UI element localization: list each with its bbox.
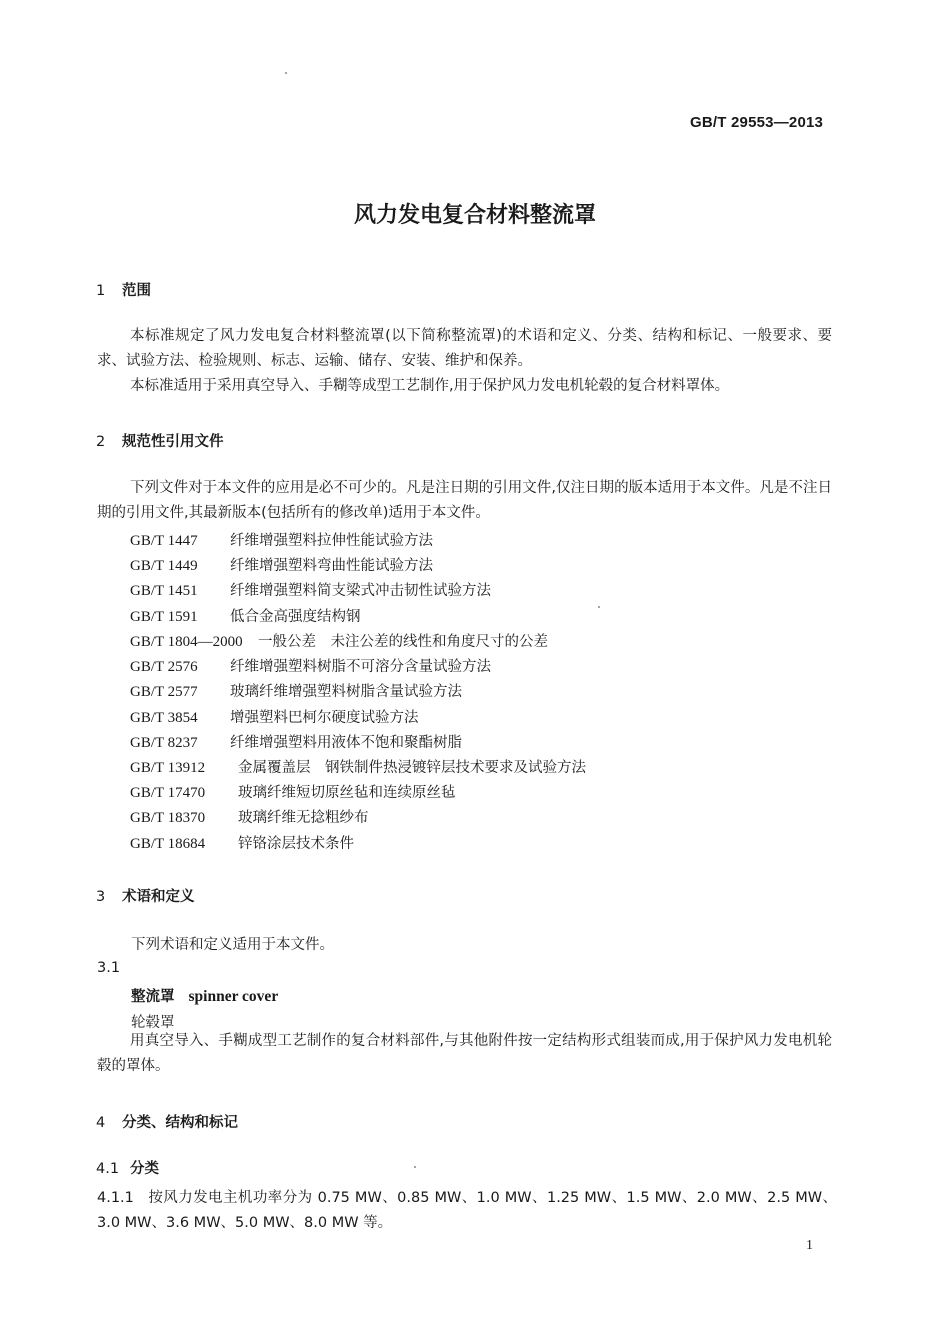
clause-4-1-1 (97, 1186, 837, 1236)
reference-code: GB/T 18684 (130, 836, 206, 852)
reference-item (130, 706, 419, 727)
reference-title: 纤维增强塑料用液体不饱和聚酯树脂 (230, 735, 462, 751)
section-title: 分类、结构和标记 (122, 1115, 238, 1131)
paragraph: 本标准适用于采用真空导入、手糊等成型工艺制作,用于保护风力发电机轮毂的复合材料罩体。 (130, 378, 730, 394)
scan-speck (285, 72, 287, 74)
section-number: 1 (96, 283, 106, 299)
term-name-en: spinner cover (188, 988, 279, 1005)
reference-title: 纤维增强塑料树脂不可溶分含量试验方法 (230, 659, 491, 675)
reference-code: GB/T 2577 (130, 684, 198, 700)
term-heading (131, 985, 278, 1006)
reference-code: GB/T 2576 (130, 659, 198, 675)
reference-title: 低合金高强度结构钢 (230, 609, 361, 625)
subsection-4-1-heading (96, 1157, 159, 1178)
reference-code: GB/T 1451 (130, 583, 198, 599)
reference-code: GB/T 13912 (130, 760, 206, 776)
reference-title: 锌铬涂层技术条件 (238, 836, 354, 852)
section-title: 规范性引用文件 (122, 434, 224, 450)
reference-code: GB/T 1447 (130, 533, 198, 549)
scan-speck (414, 1166, 416, 1168)
reference-title: 金属覆盖层 钢铁制件热浸镀锌层技术要求及试验方法 (238, 760, 586, 776)
reference-item (130, 832, 354, 853)
reference-code: GB/T 3854 (130, 710, 198, 726)
section-1-body (97, 324, 832, 399)
subsection-title: 分类 (130, 1161, 159, 1177)
section-title: 范围 (122, 283, 151, 299)
section-4-heading (96, 1111, 238, 1132)
term-synonym: 轮毂罩 (131, 1015, 175, 1031)
reference-title: 纤维增强塑料拉伸性能试验方法 (230, 533, 433, 549)
reference-code: GB/T 8237 (130, 735, 198, 751)
section-2-intro (97, 476, 832, 526)
section-3-heading (96, 885, 195, 906)
reference-item (130, 529, 433, 550)
subsection-number: 4.1 (96, 1161, 120, 1177)
reference-code: GB/T 17470 (130, 785, 206, 801)
reference-code: GB/T 1804—2000 (130, 634, 243, 650)
reference-item (130, 554, 433, 575)
paragraph: 下列文件对于本文件的应用是必不可少的。凡是注日期的引用文件,仅注日期的版本适用于本文件。凡是不注日期的引用文件,其最新版本(包括所有的修改单)适用于本文件。 (97, 480, 832, 521)
scan-speck (598, 606, 600, 608)
reference-title: 玻璃纤维短切原丝毡和连续原丝毡 (238, 785, 456, 801)
reference-item (130, 680, 462, 701)
section-title: 术语和定义 (122, 889, 195, 905)
reference-code: GB/T 1449 (130, 558, 198, 574)
term-number: 3.1 (97, 960, 121, 976)
reference-item (130, 605, 361, 626)
reference-item (130, 630, 548, 651)
reference-title: 纤维增强塑料简支梁式冲击韧性试验方法 (230, 583, 491, 599)
reference-title: 玻璃纤维增强塑料树脂含量试验方法 (230, 684, 462, 700)
reference-item (130, 655, 491, 676)
reference-code: GB/T 18370 (130, 810, 206, 826)
reference-item (130, 806, 369, 827)
paragraph: 用真空导入、手糊成型工艺制作的复合材料部件,与其他附件按一定结构形式组装而成,用于保护风力发电机轮毂的罩体。 (97, 1033, 832, 1074)
reference-title: 增强塑料巴柯尔硬度试验方法 (230, 710, 419, 726)
clause-text: 按风力发电主机功率分为 0.75 MW、0.85 MW、1.0 MW、1.25 MW、1.5 MW、2.0 MW、2.5 MW、3.0 MW、3.6 MW、5.0 MW、8.0 MW 等。 (97, 1190, 837, 1231)
section-number: 2 (96, 434, 106, 450)
term-name-zh: 整流罩 (131, 989, 175, 1005)
section-1-heading (96, 279, 151, 300)
section-2-heading (96, 430, 224, 451)
clause-number: 4.1.1 (97, 1190, 134, 1206)
page-number: 1 (806, 1238, 813, 1253)
document-title: 风力发电复合材料整流罩 (353, 203, 596, 228)
reference-title: 纤维增强塑料弯曲性能试验方法 (230, 558, 433, 574)
reference-item (130, 579, 491, 600)
reference-code: GB/T 1591 (130, 609, 198, 625)
section-number: 3 (96, 889, 106, 905)
reference-title: 玻璃纤维无捻粗纱布 (238, 810, 369, 826)
reference-item (130, 781, 456, 802)
section-3-intro: 下列术语和定义适用于本文件。 (131, 937, 334, 953)
term-definition (97, 1029, 832, 1079)
paragraph: 本标准规定了风力发电复合材料整流罩(以下简称整流罩)的术语和定义、分类、结构和标记、一般要求、要求、试验方法、检验规则、标志、运输、储存、安装、维护和保养。 (97, 328, 832, 369)
section-number: 4 (96, 1115, 106, 1131)
reference-item (130, 731, 462, 752)
reference-title: 一般公差 未注公差的线性和角度尺寸的公差 (258, 634, 548, 650)
standard-code: GB/T 29553—2013 (690, 114, 824, 131)
reference-item (130, 756, 586, 777)
